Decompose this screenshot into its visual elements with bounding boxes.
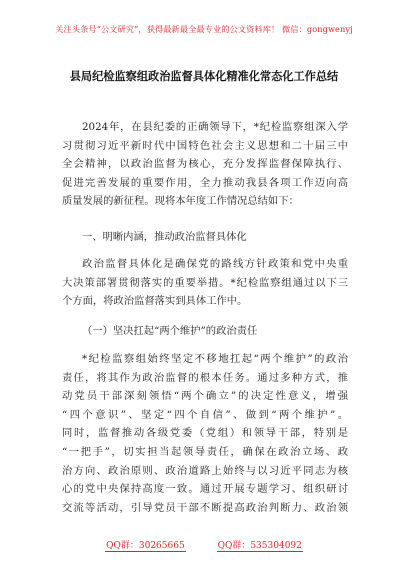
paragraph-line: 2024年，在县纪委的正确领导下，*纪检监察组深入学: [82, 121, 348, 133]
paragraph-line: 全会精神，以政治监督为核心，充分发挥监督保障执行、: [62, 158, 348, 171]
paragraph-line: “一把手”，切实担当起领导责任，确保在政治立场、政: [62, 445, 348, 458]
paragraph-line: 质量发展的新征程。现将本年度工作情况总结如下：: [62, 195, 299, 208]
paragraph-line: 交流等活动，引导党员干部不断提高政治判断力、政治领: [62, 501, 348, 514]
paragraph-line: 政治监督具体化是确保党的路线方针政策和党中央重: [82, 258, 348, 270]
section-heading: 一、明晰内涵，推动政治监督具体化: [82, 231, 247, 243]
header-banner: 关注头条号“公文研究”，获得最新最全最专业的公文资料库！ 微信：gongwenyj: [55, 24, 353, 34]
paragraph-line: “四个意识”、坚定“四个自信”、做到“两个维护”。: [62, 408, 348, 421]
paragraph-section-1: [62, 255, 348, 311]
paragraph-line: 个方面，将政治监督落实到具体工作中。: [62, 295, 248, 308]
paragraph-line: 动党员干部深刻领悟“两个确立”的决定性意义，增强: [62, 390, 348, 403]
paragraph-line: 治方向、政治原则、政治道路上始终与以习近平同志为核: [62, 464, 348, 477]
qq-group-link-2[interactable]: QQ群：535304092: [217, 538, 303, 552]
document-title: 县局纪检监察组政治监督具体化精准化常态化工作总结: [69, 69, 339, 83]
subsection-heading: （一）坚决扛起“两个维护”的政治责任: [82, 325, 258, 337]
paragraph-line: 心的党中央保持高度一致。通过开展专题学习、组织研讨: [62, 483, 348, 496]
footer-contact: [0, 538, 408, 552]
paragraph-line: *纪检监察组始终坚定不移地扛起“两个维护”的政治: [82, 353, 348, 365]
paragraph-intro: [62, 118, 348, 211]
paragraph-line: 大决策部署贯彻落实的重要举措。*纪检监察组通过以下三: [62, 276, 348, 289]
paragraph-line: 习贯彻习近平新时代中国特色社会主义思想和二十届三中: [62, 139, 348, 152]
paragraph-line: 促进完善发展的重要作用，全力推动我县各项工作迈向高: [62, 176, 348, 189]
subsection-heading-1: [62, 322, 348, 341]
paragraph-line: 责任，将其作为政治监督的根本任务。通过多种方式，推: [62, 371, 348, 384]
paragraph-subsection-1: [62, 350, 348, 517]
qq-group-link-1[interactable]: QQ群：30265665: [105, 538, 186, 552]
paragraph-line: 同时，监督推动各级党委（党组）和领导干部，特别是: [62, 427, 348, 440]
section-heading-1: [62, 228, 348, 247]
